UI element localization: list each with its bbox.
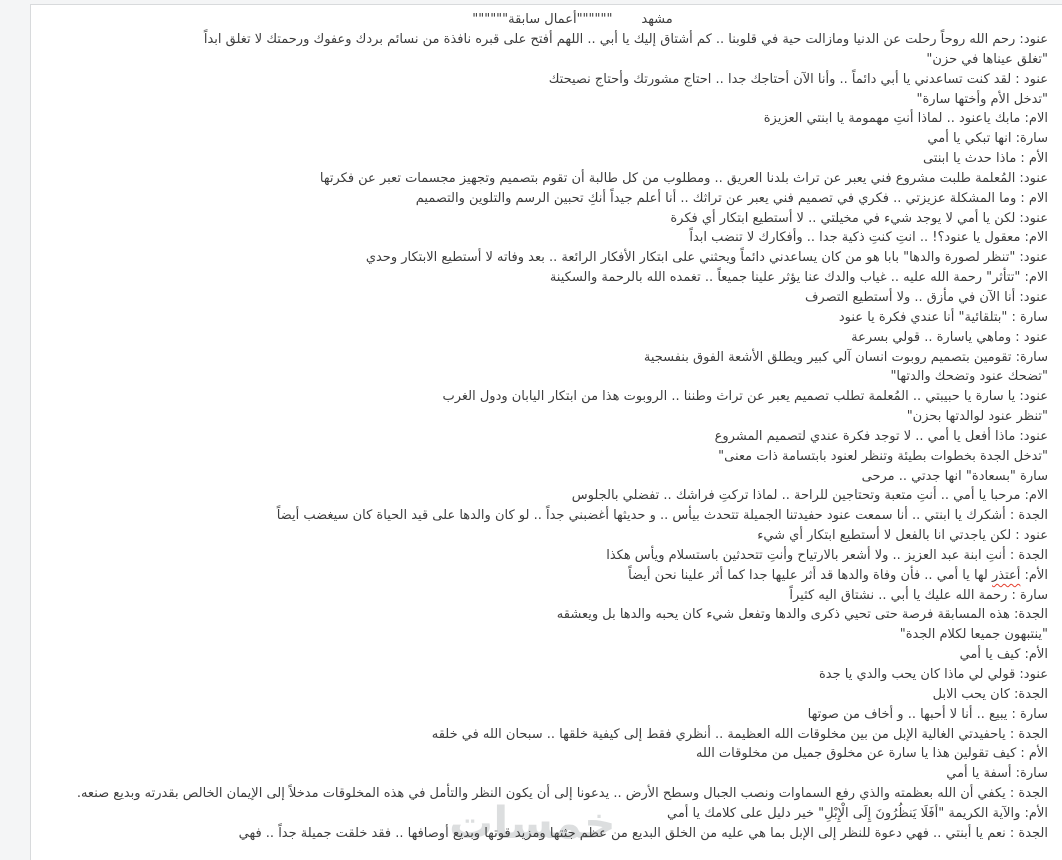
dialogue-line: الام: مرحبا يا أمي .. أنتِ متعبة وتحتاجين للراحة .. لماذا تركتِ فراشك .. تفضلي بالجلوس — [571, 488, 1048, 504]
dialogue-line: سارة : رحمة الله عليك يا أبي .. نشتاق اليه كثيراً — [789, 587, 1048, 603]
dialogue-line: الام: مابك ياعنود .. لماذا أنتِ مهمومة يا ابنتي العزيزة — [763, 111, 1048, 127]
dialogue-line: عنود: لكن يا أمي لا يوجد شيء في مخيلتي .. لا أستطيع ابتكار أي فكرة — [670, 210, 1048, 226]
dialogue-line: الجدة : أشكرك يا ابنتي .. أنا سمعت عنود حفيدتنا الجميلة تتحدث بيأس .. و حديثها أغضبني جداً .. لو كان والدها على قيد الحياة كان سيغضب أيضاً — [276, 508, 1048, 524]
dialogue-line: الأم : ماذا حدث يا ابنتى — [922, 151, 1048, 167]
dialogue-line: عنود : وماهي ياسارة .. قولي بسرعة — [851, 329, 1048, 345]
dialogue-line: الأم: والآية الكريمة "أفَلَا يَنظُرُونَ إِلَى الْإِبْلِ" خير دليل على كلامك يا أمي — [666, 805, 1048, 821]
dialogue-line: سارة "بسعادة" انها جدتي .. مرحى — [861, 468, 1048, 484]
dialogue-line: سارة: أسفة يا أمي — [946, 766, 1048, 782]
dialogue-line: الأم: أعتذر لها يا أمي .. فأن وفاة والدها قد أثر عليها جدا كما أثر علينا نحن أيضاً — [628, 567, 1048, 583]
dialogue-line: عنود : لكن ياجدتي انا بالفعل لا أستطيع ابتكار أي شيء — [757, 528, 1048, 544]
script-lines — [37, 30, 1048, 844]
dialogue-line: عنود: رحم الله روحاً رحلت عن الدنيا ومازالت حية في قلوبنا .. كم أشتاق إليك يا أبي .. اللهم أفتح على قبره نافذة من نسائم بردك وعفوك ورحمتك لا تغلق ابداً — [203, 32, 1048, 47]
dialogue-line: الأم : كيف تقولين هذا يا سارة عن مخلوق جميل من مخلوقات الله — [695, 746, 1048, 762]
dialogue-line: الجدة: هذه المسابقة فرصة حتى تحيي ذكرى والدها وتفعل شيء كان يحبه والدها بل ويعشقه — [556, 607, 1048, 623]
stage-direction-line: "تغلق عيناها في حزن" — [926, 51, 1048, 67]
document-content — [31, 5, 1062, 844]
dialogue-line: سارة: تقومين بتصميم روبوت انسان آلي كبير ويطلق الأشعة الفوق بنفسجية — [643, 349, 1048, 365]
stage-direction-line: "ينتبهون جميعا لكلام الجدة" — [899, 627, 1048, 643]
dialogue-line: عنود: أنا الآن في مأزق .. ولا أستطيع التصرف — [804, 289, 1048, 305]
dialogue-line: سارة: انها تبكي يا أمي — [927, 131, 1048, 147]
dialogue-line: الجدة: كان يحب الابل — [932, 686, 1048, 702]
document-page — [30, 4, 1062, 860]
dialogue-line: عنود: "تنظر لصورة والدها" بابا هو من كان يساعدني دائماً ويحثني على ابتكار الأفكار الرائعة .. بعد وفاته لا أستطيع الابتكار وحدي — [365, 250, 1048, 266]
dialogue-line: سارة : "بتلقائية" أنا عندي فكرة يا عنود — [838, 309, 1048, 325]
dialogue-line: الام: "تتأثر" رحمة الله عليه .. غياب والدك عنا يؤثر علينا جميعاً .. تغمده الله بالرحمة والسكينة — [549, 270, 1048, 286]
dialogue-line: الجدة : نعم يا أبنتي .. فهي دعوة للنظر إلى الإبل بما هي عليه من الخلق البديع من عظم جثتها ومزيد قوتها وبديع أوصافها .. فقد خلقت جميلة جداً .. فهي — [238, 825, 1048, 841]
dialogue-line: الجدة : ياحفيدتي الغالية الإبل من بين مخلوقات الله العظيمة .. أنظري فقط إلى كيفية خلقها .. سبحان الله في خلقه — [431, 726, 1048, 742]
dialogue-line: سارة : يبيع .. أنا لا أحبها .. و أخاف من صوتها — [807, 706, 1048, 722]
stage-direction-line: "تنظر عنود لوالدتها بحزن" — [906, 409, 1048, 425]
stage-direction-line: "تضحك عنود وتضحك والدتها" — [890, 369, 1048, 385]
dialogue-line: عنود: يا سارة يا حبيبتي .. المُعلمة تطلب تصميم يعبر عن تراث وطننا .. الروبوت هذا من ابتكار اليابان ودول الغرب — [442, 389, 1048, 405]
dialogue-line: الجدة : أنتِ ابنة عبد العزيز .. ولا أشعر بالارتياح وأنتِ تتحدثين باستسلام ويأس هكذا — [606, 547, 1048, 563]
stage-direction-line: "تدخل الأم وأختها سارة" — [916, 91, 1048, 107]
dialogue-line: الام: معقول يا عنود؟! .. انتِ كنتِ ذكية جدا .. وأفكارك لا تنضب ابداً — [689, 230, 1048, 246]
dialogue-line: عنود: ماذا أفعل يا أمي .. لا توجد فكرة عندي لتصميم المشروع — [714, 428, 1048, 444]
scene-header: مشهد """"""أعمال سابقة"""""" — [472, 12, 673, 27]
dialogue-line: الجدة : يكفي أن الله بعظمته والذي رفع السماوات ونصب الجبال وسطح الأرض .. يدعونا إلى أن يكون النظر والتأمل في هذه المخلوقات مدخلاً إلى الإيمان الخالص بقدرته وبديع صنعه. — [76, 786, 1048, 802]
dialogue-line: الام : وما المشكلة عزيزتي .. فكري في تصميم فني يعبر عن تراثك .. أنا أعلم جيداً أنكِ تحبين الرسم والتلوين والتصميم — [415, 190, 1048, 206]
dialogue-line: عنود: قولي لي ماذا كان يحب والدي يا جدة — [818, 667, 1048, 682]
khamsat-watermark: خمسات — [449, 798, 616, 849]
dialogue-line: عنود: المُعلمة طلبت مشروع فني يعبر عن تراث بلدنا العريق .. ومطلوب من كل طالبة أن تقوم بتصميم وتجهيز مجسمات تعبر عن فكرتها — [319, 170, 1048, 186]
dialogue-line: الأم: كيف يا أمي — [959, 647, 1048, 663]
dialogue-line: عنود : لقد كنت تساعدني يا أبي دائماً .. وأنا الآن أحتاجك جدا .. احتاج مشورتك وأحتاج نصيحتك — [548, 71, 1048, 87]
stage-direction-line: "تدخل الجدة بخطوات بطيئة وتنظر لعنود بابتسامة ذات معنى" — [718, 448, 1048, 464]
spellcheck-underlined-word: أعتذر — [992, 567, 1021, 583]
